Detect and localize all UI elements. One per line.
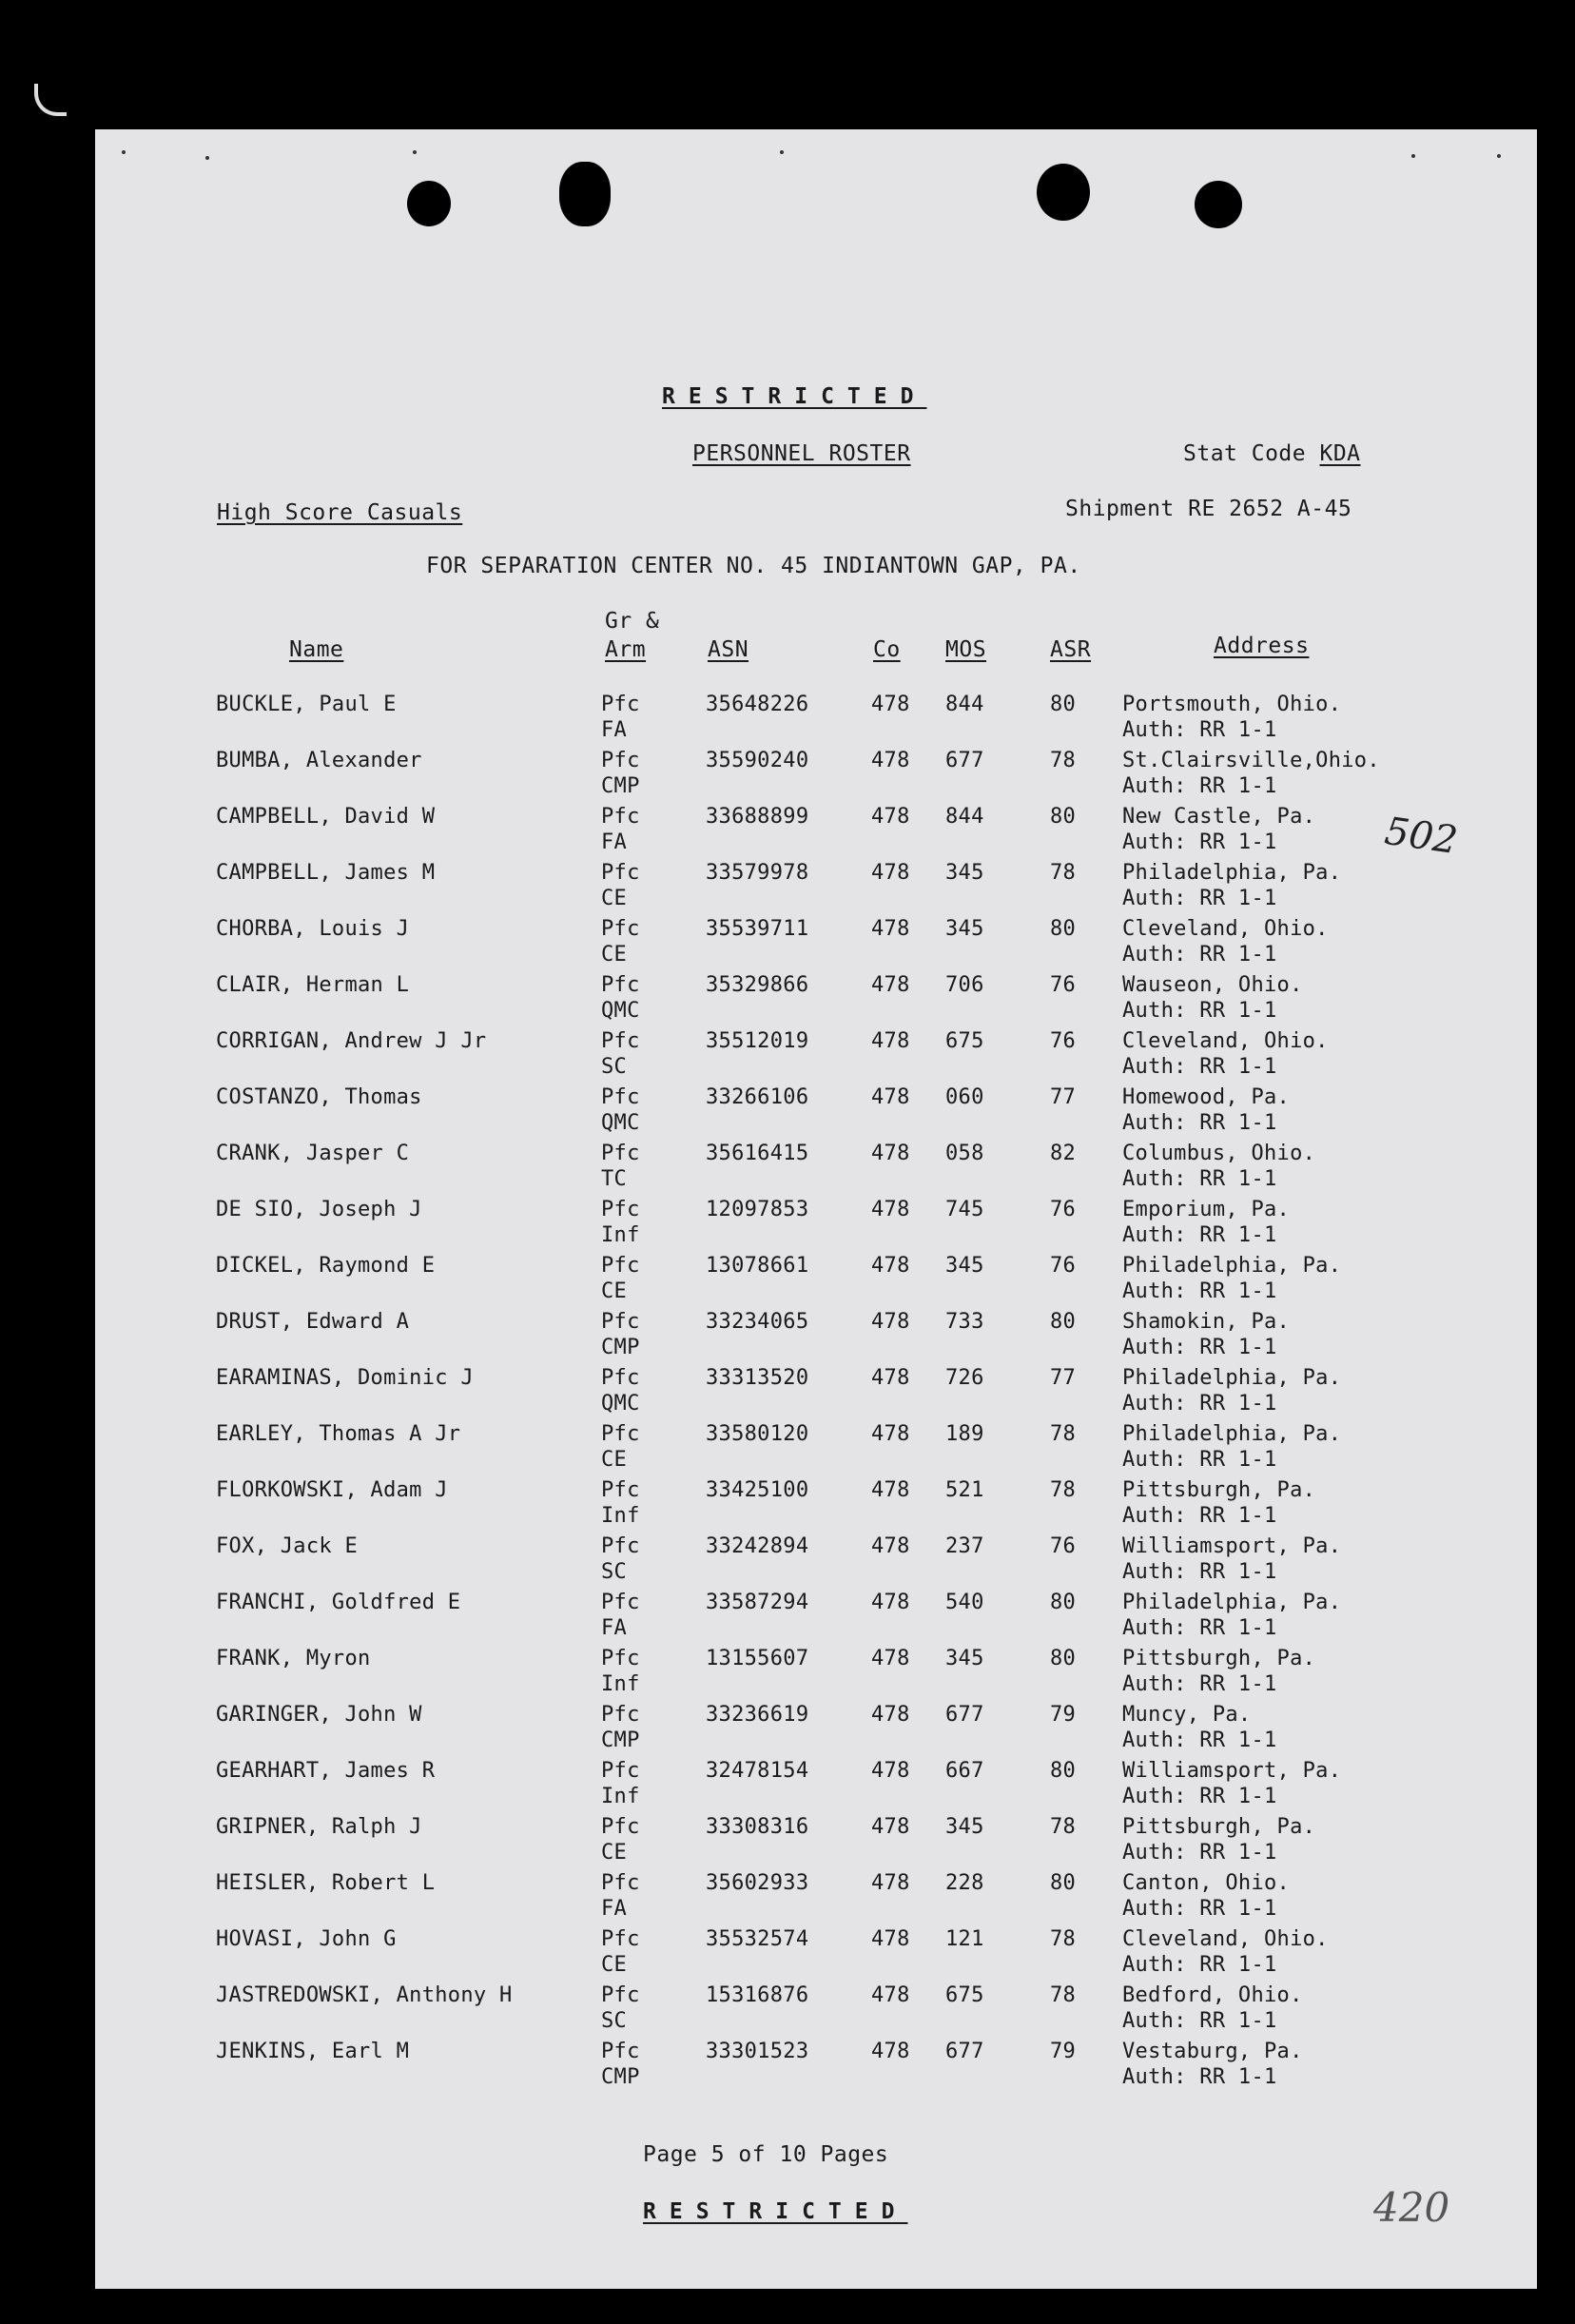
row-asn: 33580120 — [706, 1422, 809, 1446]
speck — [205, 156, 209, 160]
row-mos: 677 — [945, 2040, 984, 2063]
shipment-number: Shipment RE 2652 A-45 — [1065, 497, 1352, 521]
row-grade: Pfc — [601, 749, 640, 772]
margin-mark — [34, 84, 67, 116]
row-asr: 78 — [1050, 1422, 1077, 1446]
row-address: Pittsburgh, Pa. — [1122, 1478, 1316, 1502]
row-name: CLAIR, Herman L — [216, 973, 410, 997]
row-grade: Pfc — [601, 1703, 640, 1727]
col-header-asn: ASN — [708, 637, 749, 662]
row-co: 478 — [871, 1927, 910, 1951]
row-mos: 345 — [945, 861, 984, 885]
restricted-footer: RESTRICTED — [643, 2199, 908, 2224]
speck — [780, 150, 784, 154]
row-auth: Auth: RR 1-1 — [1122, 943, 1277, 967]
col-header-asr: ASR — [1050, 637, 1092, 662]
row-co: 478 — [871, 1422, 910, 1446]
row-co: 478 — [871, 1703, 910, 1727]
row-auth: Auth: RR 1-1 — [1122, 1616, 1277, 1640]
row-arm: QMC — [601, 1111, 640, 1135]
row-mos: 521 — [945, 1478, 984, 1502]
row-name: DRUST, Edward A — [216, 1310, 410, 1334]
row-auth: Auth: RR 1-1 — [1122, 1279, 1277, 1303]
row-auth: Auth: RR 1-1 — [1122, 1223, 1277, 1247]
row-asn: 13078661 — [706, 1254, 809, 1278]
row-name: CAMPBELL, James M — [216, 861, 436, 885]
table-row — [95, 917, 1537, 972]
row-arm: CMP — [601, 1336, 640, 1359]
row-co: 478 — [871, 1198, 910, 1221]
row-arm: CE — [601, 1841, 628, 1865]
row-grade: Pfc — [601, 2040, 640, 2063]
table-row — [95, 749, 1537, 804]
row-address: Homewood, Pa. — [1122, 1085, 1291, 1109]
row-asr: 78 — [1050, 1815, 1077, 1839]
row-arm: CMP — [601, 774, 640, 798]
row-auth: Auth: RR 1-1 — [1122, 2065, 1277, 2089]
row-arm: CMP — [601, 1728, 640, 1752]
row-asn: 33587294 — [706, 1591, 809, 1614]
row-co: 478 — [871, 1366, 910, 1390]
row-asr: 76 — [1050, 1029, 1077, 1053]
row-asn: 33236619 — [706, 1703, 809, 1727]
row-auth: Auth: RR 1-1 — [1122, 2009, 1277, 2033]
row-mos: 706 — [945, 973, 984, 997]
row-grade: Pfc — [601, 1142, 640, 1165]
col-header-mos: MOS — [945, 637, 987, 662]
table-row — [95, 1927, 1537, 1982]
row-asn: 33266106 — [706, 1085, 809, 1109]
table-row — [95, 1647, 1537, 1702]
row-name: FOX, Jack E — [216, 1534, 358, 1558]
row-grade: Pfc — [601, 1871, 640, 1895]
punch-hole — [1195, 181, 1242, 228]
row-mos: 844 — [945, 805, 984, 829]
row-co: 478 — [871, 693, 910, 716]
punch-hole — [559, 162, 611, 226]
row-address: Philadelphia, Pa. — [1122, 1591, 1342, 1614]
row-auth: Auth: RR 1-1 — [1122, 718, 1277, 742]
row-asn: 33425100 — [706, 1478, 809, 1502]
table-row — [95, 1142, 1537, 1197]
speck — [1497, 154, 1501, 158]
row-asn: 12097853 — [706, 1198, 809, 1221]
row-name: GARINGER, John W — [216, 1703, 422, 1727]
group-label: High Score Casuals — [217, 500, 463, 525]
row-arm: QMC — [601, 999, 640, 1023]
row-arm: CE — [601, 887, 628, 910]
row-asr: 76 — [1050, 1254, 1077, 1278]
row-asr: 77 — [1050, 1085, 1077, 1109]
row-asn: 35532574 — [706, 1927, 809, 1951]
row-mos: 345 — [945, 917, 984, 941]
row-asr: 80 — [1050, 805, 1077, 829]
speck — [122, 150, 126, 154]
row-auth: Auth: RR 1-1 — [1122, 774, 1277, 798]
row-name: GEARHART, James R — [216, 1759, 436, 1783]
handwritten-note: 420 — [1373, 2184, 1450, 2231]
row-address: St.Clairsville,Ohio. — [1122, 749, 1380, 772]
table-row — [95, 1366, 1537, 1421]
table-row — [95, 1759, 1537, 1814]
roster-page — [95, 129, 1537, 2289]
row-address: Muncy, Pa. — [1122, 1703, 1252, 1727]
row-address: Cleveland, Ohio. — [1122, 1927, 1329, 1951]
row-address: Pittsburgh, Pa. — [1122, 1815, 1316, 1839]
speck — [1411, 154, 1415, 158]
row-asn: 15316876 — [706, 1983, 809, 2007]
row-asr: 80 — [1050, 917, 1077, 941]
row-auth: Auth: RR 1-1 — [1122, 1336, 1277, 1359]
row-grade: Pfc — [601, 1478, 640, 1502]
row-co: 478 — [871, 973, 910, 997]
row-address: Emporium, Pa. — [1122, 1198, 1291, 1221]
row-asr: 79 — [1050, 2040, 1077, 2063]
row-mos: 237 — [945, 1534, 984, 1558]
table-row — [95, 1029, 1537, 1084]
table-row — [95, 1478, 1537, 1533]
page-number: Page 5 of 10 Pages — [643, 2142, 889, 2167]
table-row — [95, 1198, 1537, 1253]
row-mos: 726 — [945, 1366, 984, 1390]
row-co: 478 — [871, 1478, 910, 1502]
row-auth: Auth: RR 1-1 — [1122, 1504, 1277, 1528]
row-asr: 78 — [1050, 1927, 1077, 1951]
table-row — [95, 1815, 1537, 1870]
row-co: 478 — [871, 749, 910, 772]
row-grade: Pfc — [601, 1647, 640, 1670]
row-auth: Auth: RR 1-1 — [1122, 1672, 1277, 1696]
row-address: Shamokin, Pa. — [1122, 1310, 1291, 1334]
row-address: Philadelphia, Pa. — [1122, 861, 1342, 885]
row-co: 478 — [871, 805, 910, 829]
row-auth: Auth: RR 1-1 — [1122, 1785, 1277, 1808]
speck — [413, 150, 417, 154]
row-address: Philadelphia, Pa. — [1122, 1254, 1342, 1278]
row-grade: Pfc — [601, 1422, 640, 1446]
row-name: CRANK, Jasper C — [216, 1142, 410, 1165]
row-arm: FA — [601, 1897, 628, 1921]
col-header-name: Name — [289, 637, 344, 662]
stat-code-value: KDA — [1319, 441, 1361, 466]
row-grade: Pfc — [601, 917, 640, 941]
row-asn: 33234065 — [706, 1310, 809, 1334]
row-name: CORRIGAN, Andrew J Jr — [216, 1029, 487, 1053]
row-auth: Auth: RR 1-1 — [1122, 1448, 1277, 1472]
row-mos: 189 — [945, 1422, 984, 1446]
row-grade: Pfc — [601, 1927, 640, 1951]
row-arm: CE — [601, 1279, 628, 1303]
row-auth: Auth: RR 1-1 — [1122, 1560, 1277, 1584]
row-grade: Pfc — [601, 693, 640, 716]
row-mos: 677 — [945, 749, 984, 772]
row-mos: 060 — [945, 1085, 984, 1109]
row-address: Canton, Ohio. — [1122, 1871, 1291, 1895]
row-grade: Pfc — [601, 1815, 640, 1839]
row-asr: 80 — [1050, 693, 1077, 716]
row-asr: 80 — [1050, 1310, 1077, 1334]
row-co: 478 — [871, 1142, 910, 1165]
row-mos: 121 — [945, 1927, 984, 1951]
row-name: EARLEY, Thomas A Jr — [216, 1422, 461, 1446]
handwritten-page-number: 502 — [1382, 809, 1461, 864]
row-co: 478 — [871, 1759, 910, 1783]
row-co: 478 — [871, 1029, 910, 1053]
row-grade: Pfc — [601, 973, 640, 997]
row-mos: 228 — [945, 1871, 984, 1895]
row-auth: Auth: RR 1-1 — [1122, 1897, 1277, 1921]
roster-title: PERSONNEL ROSTER — [692, 441, 911, 466]
row-arm: QMC — [601, 1392, 640, 1416]
row-asr: 78 — [1050, 1983, 1077, 2007]
row-mos: 733 — [945, 1310, 984, 1334]
table-row — [95, 973, 1537, 1028]
row-name: DE SIO, Joseph J — [216, 1198, 422, 1221]
row-grade: Pfc — [601, 1029, 640, 1053]
table-row — [95, 861, 1537, 916]
restricted-header: RESTRICTED — [662, 384, 927, 409]
row-mos: 745 — [945, 1198, 984, 1221]
row-mos: 667 — [945, 1759, 984, 1783]
col-header-gr: Gr & — [605, 609, 660, 634]
row-asr: 76 — [1050, 1534, 1077, 1558]
row-asn: 33242894 — [706, 1534, 809, 1558]
row-arm: FA — [601, 830, 628, 854]
row-address: Columbus, Ohio. — [1122, 1142, 1316, 1165]
row-auth: Auth: RR 1-1 — [1122, 830, 1277, 854]
row-asr: 80 — [1050, 1591, 1077, 1614]
row-asn: 35590240 — [706, 749, 809, 772]
row-name: DICKEL, Raymond E — [216, 1254, 436, 1278]
row-auth: Auth: RR 1-1 — [1122, 1392, 1277, 1416]
table-row — [95, 693, 1537, 748]
row-arm: CE — [601, 1953, 628, 1977]
row-name: GRIPNER, Ralph J — [216, 1815, 422, 1839]
row-name: JASTREDOWSKI, Anthony H — [216, 1983, 513, 2007]
table-row — [95, 1085, 1537, 1141]
row-grade: Pfc — [601, 1085, 640, 1109]
row-auth: Auth: RR 1-1 — [1122, 1841, 1277, 1865]
row-co: 478 — [871, 1983, 910, 2007]
row-auth: Auth: RR 1-1 — [1122, 1055, 1277, 1079]
stat-code — [1183, 441, 1361, 466]
row-arm: CE — [601, 943, 628, 967]
row-co: 478 — [871, 1310, 910, 1334]
row-name: HEISLER, Robert L — [216, 1871, 436, 1895]
row-grade: Pfc — [601, 805, 640, 829]
row-grade: Pfc — [601, 1366, 640, 1390]
row-asn: 33688899 — [706, 805, 809, 829]
row-address: Williamsport, Pa. — [1122, 1534, 1342, 1558]
row-address: Philadelphia, Pa. — [1122, 1422, 1342, 1446]
row-mos: 345 — [945, 1254, 984, 1278]
col-header-address: Address — [1214, 634, 1310, 658]
row-name: CAMPBELL, David W — [216, 805, 436, 829]
row-mos: 677 — [945, 1703, 984, 1727]
row-arm: TC — [601, 1167, 628, 1191]
row-asn: 35539711 — [706, 917, 809, 941]
table-row — [95, 1591, 1537, 1646]
table-row — [95, 1310, 1537, 1365]
row-asn: 35648226 — [706, 693, 809, 716]
table-row — [95, 2040, 1537, 2095]
row-mos: 675 — [945, 1983, 984, 2007]
row-arm: SC — [601, 2009, 628, 2033]
row-co: 478 — [871, 1591, 910, 1614]
row-asr: 76 — [1050, 1198, 1077, 1221]
row-co: 478 — [871, 1815, 910, 1839]
row-name: BUCKLE, Paul E — [216, 693, 397, 716]
row-co: 478 — [871, 1647, 910, 1670]
row-asr: 78 — [1050, 1478, 1077, 1502]
table-row — [95, 1422, 1537, 1477]
table-row — [95, 1983, 1537, 2039]
row-name: COSTANZO, Thomas — [216, 1085, 422, 1109]
col-header-co: Co — [873, 637, 901, 662]
row-name: FRANCHI, Goldfred E — [216, 1591, 461, 1614]
row-asn: 33308316 — [706, 1815, 809, 1839]
row-grade: Pfc — [601, 1983, 640, 2007]
row-address: Wauseon, Ohio. — [1122, 973, 1303, 997]
row-address: Cleveland, Ohio. — [1122, 917, 1329, 941]
table-row — [95, 1871, 1537, 1926]
row-asr: 80 — [1050, 1871, 1077, 1895]
row-co: 478 — [871, 861, 910, 885]
row-grade: Pfc — [601, 1198, 640, 1221]
row-auth: Auth: RR 1-1 — [1122, 1167, 1277, 1191]
row-arm: FA — [601, 1616, 628, 1640]
row-address: Williamsport, Pa. — [1122, 1759, 1342, 1783]
row-name: BUMBA, Alexander — [216, 749, 422, 772]
row-arm: SC — [601, 1560, 628, 1584]
table-row — [95, 1703, 1537, 1758]
row-address: Bedford, Ohio. — [1122, 1983, 1303, 2007]
row-asr: 80 — [1050, 1759, 1077, 1783]
col-header-arm: Arm — [605, 637, 647, 662]
row-asr: 79 — [1050, 1703, 1077, 1727]
row-grade: Pfc — [601, 1310, 640, 1334]
row-asr: 78 — [1050, 861, 1077, 885]
punch-hole — [407, 181, 451, 226]
row-mos: 345 — [945, 1647, 984, 1670]
row-grade: Pfc — [601, 1254, 640, 1278]
row-name: FRANK, Myron — [216, 1647, 371, 1670]
row-arm: Inf — [601, 1223, 640, 1247]
row-asn: 35616415 — [706, 1142, 809, 1165]
row-auth: Auth: RR 1-1 — [1122, 1728, 1277, 1752]
row-asn: 33579978 — [706, 861, 809, 885]
row-arm: SC — [601, 1055, 628, 1079]
row-arm: CMP — [601, 2065, 640, 2089]
row-arm: Inf — [601, 1785, 640, 1808]
row-asn: 33301523 — [706, 2040, 809, 2063]
row-name: HOVASI, John G — [216, 1927, 397, 1951]
row-asr: 80 — [1050, 1647, 1077, 1670]
row-co: 478 — [871, 1534, 910, 1558]
row-address: Cleveland, Ohio. — [1122, 1029, 1329, 1053]
row-asr: 82 — [1050, 1142, 1077, 1165]
row-grade: Pfc — [601, 1759, 640, 1783]
row-auth: Auth: RR 1-1 — [1122, 1953, 1277, 1977]
row-asr: 77 — [1050, 1366, 1077, 1390]
row-address: Vestaburg, Pa. — [1122, 2040, 1303, 2063]
row-auth: Auth: RR 1-1 — [1122, 999, 1277, 1023]
row-grade: Pfc — [601, 861, 640, 885]
row-address: Portsmouth, Ohio. — [1122, 693, 1342, 716]
row-name: JENKINS, Earl M — [216, 2040, 410, 2063]
row-asn: 33313520 — [706, 1366, 809, 1390]
row-co: 478 — [871, 1254, 910, 1278]
row-address: New Castle, Pa. — [1122, 805, 1316, 829]
table-row — [95, 1534, 1537, 1590]
row-asn: 13155607 — [706, 1647, 809, 1670]
separation-center: FOR SEPARATION CENTER NO. 45 INDIANTOWN GAP, PA. — [426, 554, 1081, 578]
row-mos: 540 — [945, 1591, 984, 1614]
row-name: CHORBA, Louis J — [216, 917, 410, 941]
row-arm: CE — [601, 1448, 628, 1472]
row-arm: Inf — [601, 1504, 640, 1528]
row-name: EARAMINAS, Dominic J — [216, 1366, 474, 1390]
row-mos: 675 — [945, 1029, 984, 1053]
row-asn: 35329866 — [706, 973, 809, 997]
row-co: 478 — [871, 917, 910, 941]
row-arm: FA — [601, 718, 628, 742]
row-asn: 35602933 — [706, 1871, 809, 1895]
row-co: 478 — [871, 2040, 910, 2063]
row-grade: Pfc — [601, 1591, 640, 1614]
row-asr: 76 — [1050, 973, 1077, 997]
row-mos: 345 — [945, 1815, 984, 1839]
row-arm: Inf — [601, 1672, 640, 1696]
row-co: 478 — [871, 1085, 910, 1109]
table-row — [95, 805, 1537, 860]
row-address: Pittsburgh, Pa. — [1122, 1647, 1316, 1670]
row-auth: Auth: RR 1-1 — [1122, 1111, 1277, 1135]
stat-code-label: Stat Code — [1183, 441, 1307, 466]
row-name: FLORKOWSKI, Adam J — [216, 1478, 448, 1502]
row-asn: 32478154 — [706, 1759, 809, 1783]
row-grade: Pfc — [601, 1534, 640, 1558]
punch-hole — [1037, 164, 1090, 221]
row-address: Philadelphia, Pa. — [1122, 1366, 1342, 1390]
row-mos: 058 — [945, 1142, 984, 1165]
row-asn: 35512019 — [706, 1029, 809, 1053]
row-mos: 844 — [945, 693, 984, 716]
row-co: 478 — [871, 1871, 910, 1895]
row-asr: 78 — [1050, 749, 1077, 772]
row-auth: Auth: RR 1-1 — [1122, 887, 1277, 910]
table-row — [95, 1254, 1537, 1309]
